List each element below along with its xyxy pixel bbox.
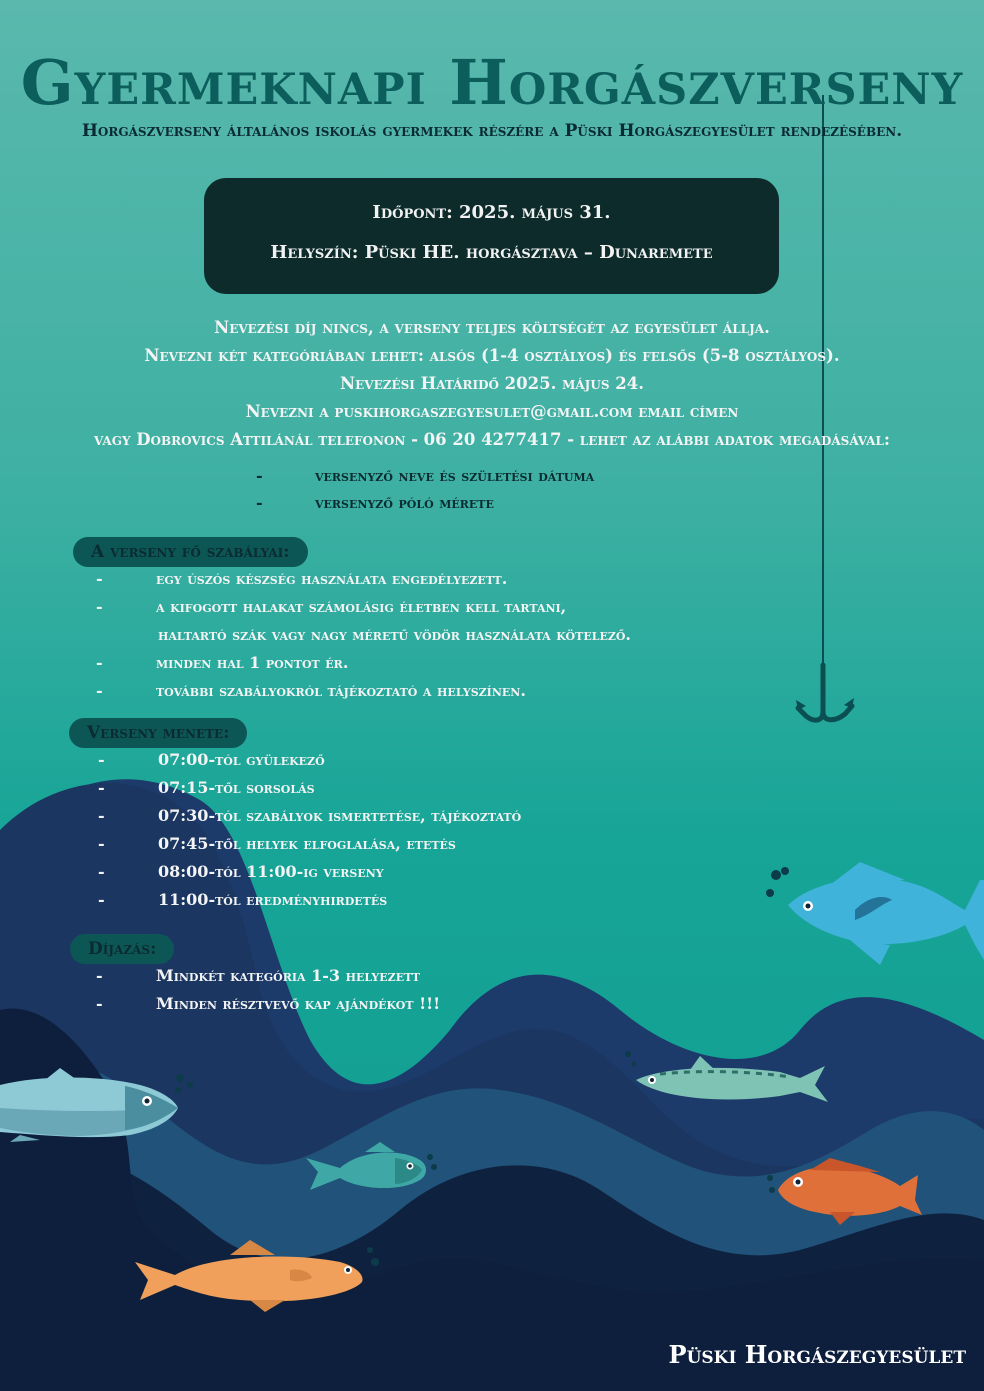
list-item: Mindkét kategória 1-3 helyezett <box>156 966 421 985</box>
list-item: versenyző póló mérete <box>315 493 494 512</box>
tuna-fish-icon <box>766 862 984 965</box>
rules-heading: A verseny fő szabályai: <box>73 537 308 567</box>
list-item: további szabályokról tájékoztató a helyszínen. <box>156 681 526 700</box>
list-dash: - <box>96 994 103 1013</box>
list-dash: - <box>98 778 105 797</box>
details-phone: vagy Dobrovics Attilánál telefonon - 06 20 4277417 - lehet az alábbi adatok megadásával: <box>94 430 890 449</box>
list-item: minden hal 1 pontot ér. <box>156 653 349 672</box>
schedule-heading: Verseny menete: <box>69 718 247 748</box>
list-item: 08:00-tól 11:00-ig verseny <box>158 862 384 881</box>
list-dash: - <box>98 890 105 909</box>
list-item: egy úszós készség használata engedélyezett. <box>156 569 508 588</box>
list-item: 07:30-tól szabályok ismertetése, tájékoztató <box>158 806 522 825</box>
prizes-heading: Díjazás: <box>70 934 174 964</box>
place-line: Helyszín: Püski HE. horgásztava – Dunaremete <box>270 242 713 263</box>
details-deadline: Nevezési Határidő 2025. május 24. <box>340 374 644 393</box>
list-dash: - <box>98 806 105 825</box>
list-dash: - <box>96 681 103 700</box>
details-email: Nevezni a puskihorgaszegyesulet@gmail.com email címen <box>245 402 739 421</box>
list-item: 07:45-től helyek elfoglalása, etetés <box>158 834 456 853</box>
details-categories: Nevezni két kategóriában lehet: alsós (1-4 osztályos) és felsős (5-8 osztályos). <box>144 346 840 365</box>
date-line: Időpont: 2025. május 31. <box>372 202 611 223</box>
list-dash: - <box>96 653 103 672</box>
page-title: Gyermeknapi Horgászverseny <box>20 46 964 119</box>
subtitle: Horgászverseny általános iskolás gyermekek részére a Püski Horgászegyesület rendezésében. <box>81 121 903 141</box>
list-item: Minden résztvevő kap ajándékot !!! <box>156 994 441 1013</box>
footer-organizer: Püski Horgászegyesület <box>668 1340 966 1369</box>
list-item: a kifogott halakat számolásig életben kell tartani, <box>156 597 567 616</box>
details-block <box>0 314 984 454</box>
details-fee: Nevezési díj nincs, a verseny teljes költségét az egyesület állja. <box>214 318 770 337</box>
list-dash: - <box>256 493 263 512</box>
list-item: versenyző neve és születési dátuma <box>315 466 595 485</box>
list-dash: - <box>98 750 105 769</box>
list-dash: - <box>98 834 105 853</box>
list-item: 07:15-től sorsolás <box>158 778 315 797</box>
list-dash: - <box>96 966 103 985</box>
list-dash: - <box>256 466 263 485</box>
info-box <box>204 178 779 294</box>
list-item: haltartó szák vagy nagy méretű vödör használata kötelező. <box>158 625 632 644</box>
list-dash: - <box>96 597 103 616</box>
list-item: 11:00-tól eredményhirdetés <box>158 890 388 909</box>
list-item: 07:00-tól gyülekező <box>158 750 325 769</box>
list-dash: - <box>98 862 105 881</box>
list-dash: - <box>96 569 103 588</box>
